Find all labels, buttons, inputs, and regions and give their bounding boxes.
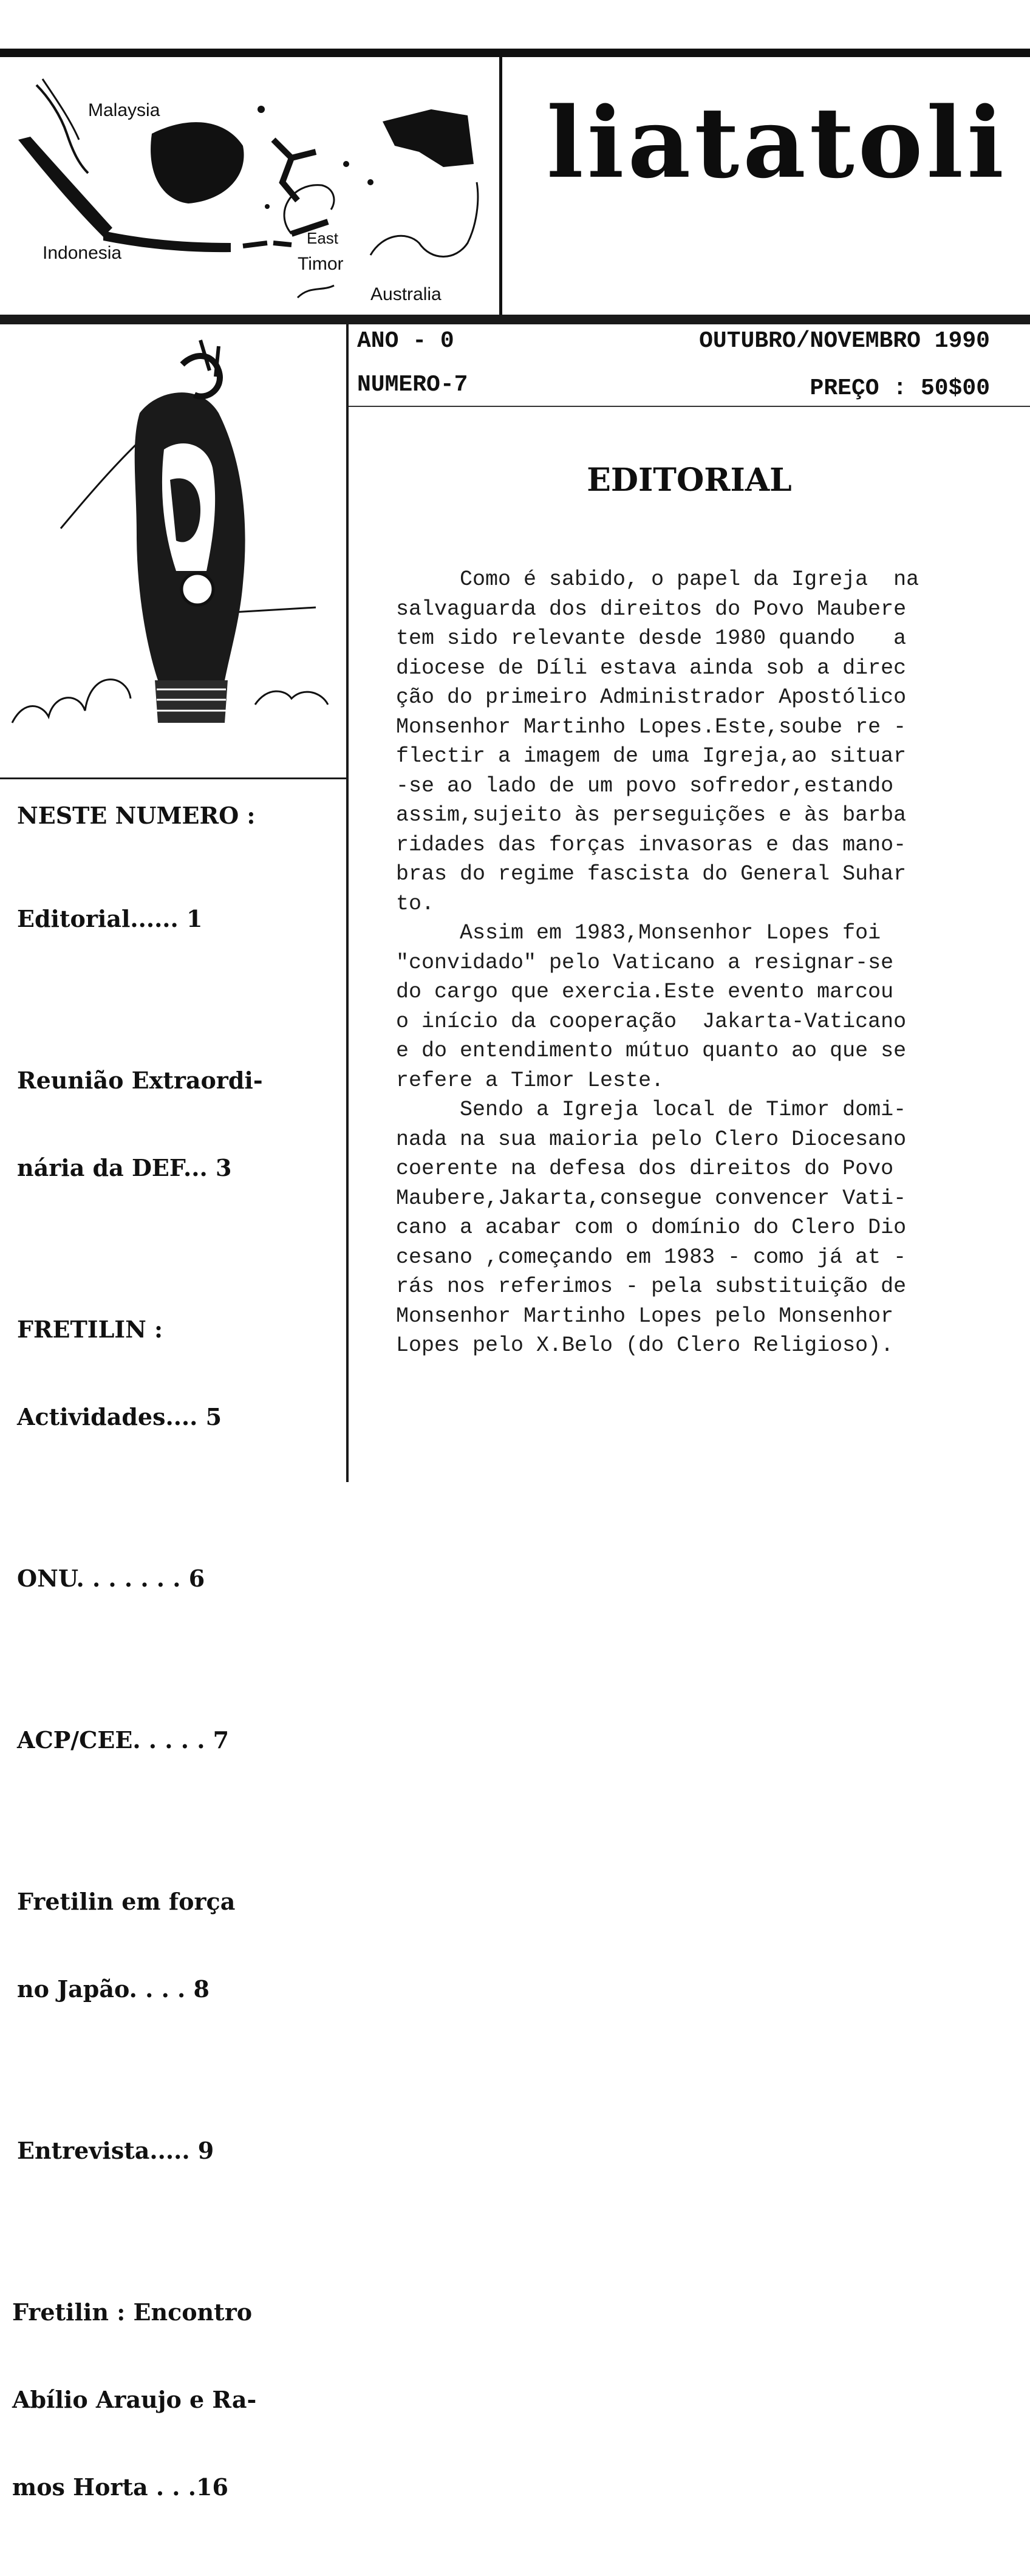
editorial-paragraph	[396, 565, 1015, 918]
issue-rule	[349, 406, 1030, 407]
map-label-indonesia: Indonesia	[43, 243, 122, 263]
contents-item[interactable]	[17, 1008, 339, 1241]
contents-rule	[0, 777, 346, 779]
editorial-line: salvaguarda dos direitos do Povo Maubere	[396, 596, 907, 621]
contents-item-line: Entrevista..... 9	[17, 2137, 214, 2164]
contents-item-line: no Japão. . . . 8	[17, 1975, 210, 2003]
editorial-line: tem sido relevante desde 1980 quando a	[396, 626, 907, 651]
contents-item[interactable]	[17, 1667, 339, 1813]
editorial-line: refere a Timor Leste.	[396, 1068, 664, 1093]
bound-figure-icon	[0, 328, 344, 777]
editorial-line: Sendo a Igreja local de Timor domi-	[396, 1098, 907, 1122]
issue-number: NUMERO-7	[357, 372, 468, 398]
contents-item[interactable]	[17, 1506, 339, 1652]
issue-year: ANO - 0	[357, 328, 454, 354]
contents-list	[12, 846, 339, 2560]
editorial-line: cano a acabar com o domínio do Clero Dio	[396, 1215, 907, 1240]
editorial-line: Maubere,Jakarta,consegue convencer Vati-	[396, 1186, 907, 1211]
contents-item-line: Fretilin em força	[17, 1888, 236, 1915]
contents-item-line: Reunião Extraordi-	[17, 1067, 263, 1094]
contents-item[interactable]	[12, 2239, 339, 2560]
masthead-divider	[499, 49, 502, 319]
editorial-body	[396, 565, 1015, 1361]
map-label-east: East	[307, 229, 339, 247]
editorial-line: o início da cooperação Jakarta-Vaticano	[396, 1009, 907, 1034]
editorial-paragraph	[396, 1095, 1015, 1361]
editorial-title: EDITORIAL	[587, 462, 792, 499]
editorial-line: flectir a imagem de uma Igreja,ao situar	[396, 744, 907, 768]
map-label-malaysia: Malaysia	[88, 100, 160, 120]
issue-price: PREÇO : 50$00	[810, 375, 990, 401]
map-label-timor: Timor	[298, 254, 344, 274]
region-map	[6, 61, 492, 313]
editorial-line: cesano ,começando em 1983 - como já at -	[396, 1245, 907, 1269]
contents-item-line: mos Horta . . .16	[12, 2473, 228, 2501]
masthead-top-rule	[0, 49, 1030, 57]
newspaper-title: liatatoli	[547, 86, 1008, 200]
editorial-line: coerente na defesa dos direitos do Povo	[396, 1156, 894, 1181]
editorial-line: assim,sujeito às perseguições e às barba	[396, 803, 907, 827]
editorial-line: nada na sua maioria pelo Clero Diocesano	[396, 1127, 907, 1152]
map-label-australia: Australia	[370, 284, 442, 304]
contents-item[interactable]	[17, 1257, 339, 1490]
editorial-line: rás nos referimos - pela substituição de	[396, 1274, 907, 1299]
contents-item[interactable]	[17, 2078, 339, 2224]
editorial-line: do cargo que exercia.Este evento marcou	[396, 980, 894, 1004]
contents-item-line: Editorial...... 1	[17, 905, 203, 932]
contents-item[interactable]	[17, 846, 339, 992]
contents-item-line: Fretilin : Encontro	[12, 2298, 253, 2326]
editorial-line: ção do primeiro Administrador Apostólico	[396, 685, 907, 709]
editorial-line: Lopes pelo X.Belo (do Clero Religioso).	[396, 1333, 894, 1358]
editorial-line: "convidado" pelo Vaticano a resignar-se	[396, 950, 894, 975]
editorial-paragraph	[396, 918, 1015, 1095]
contents-item-line: FRETILIN :	[17, 1316, 163, 1343]
editorial-line: bras do regime fascista do General Suhar	[396, 862, 907, 886]
editorial-line: -se ao lado de um povo sofredor,estando	[396, 773, 894, 798]
editorial-line: Monsenhor Martinho Lopes.Este,soube re -	[396, 714, 907, 739]
editorial-line: to.	[396, 891, 435, 916]
contents-item-line: ACP/CEE. . . . . 7	[17, 1726, 230, 1754]
cover-illustration	[0, 328, 344, 777]
contents-item[interactable]	[17, 1829, 339, 2062]
contents-item-line: nária da DEF... 3	[17, 1154, 232, 1181]
masthead-bottom-rule	[0, 315, 1030, 324]
editorial-line: e do entendimento mútuo quanto ao que se	[396, 1039, 907, 1063]
contents-heading: NESTE NUMERO :	[17, 802, 256, 829]
contents-item-line: Actividades.... 5	[17, 1403, 222, 1430]
issue-date: OUTUBRO/NOVEMBRO 1990	[699, 328, 990, 354]
contents-item-line: Abílio Araujo e Ra-	[12, 2386, 257, 2413]
editorial-line: diocese de Díli estava ainda sob a direc	[396, 655, 907, 680]
contents-box	[12, 802, 339, 2576]
contents-item-line: ONU. . . . . . . 6	[17, 1565, 205, 1592]
region-map-icon	[6, 61, 492, 313]
editorial-line: Monsenhor Martinho Lopes pelo Monsenhor	[396, 1303, 894, 1328]
editorial-line: Como é sabido, o papel da Igreja na	[396, 567, 919, 592]
editorial-line: Assim em 1983,Monsenhor Lopes foi	[396, 921, 881, 945]
editorial-line: ridades das forças invasoras e das mano-	[396, 832, 907, 857]
